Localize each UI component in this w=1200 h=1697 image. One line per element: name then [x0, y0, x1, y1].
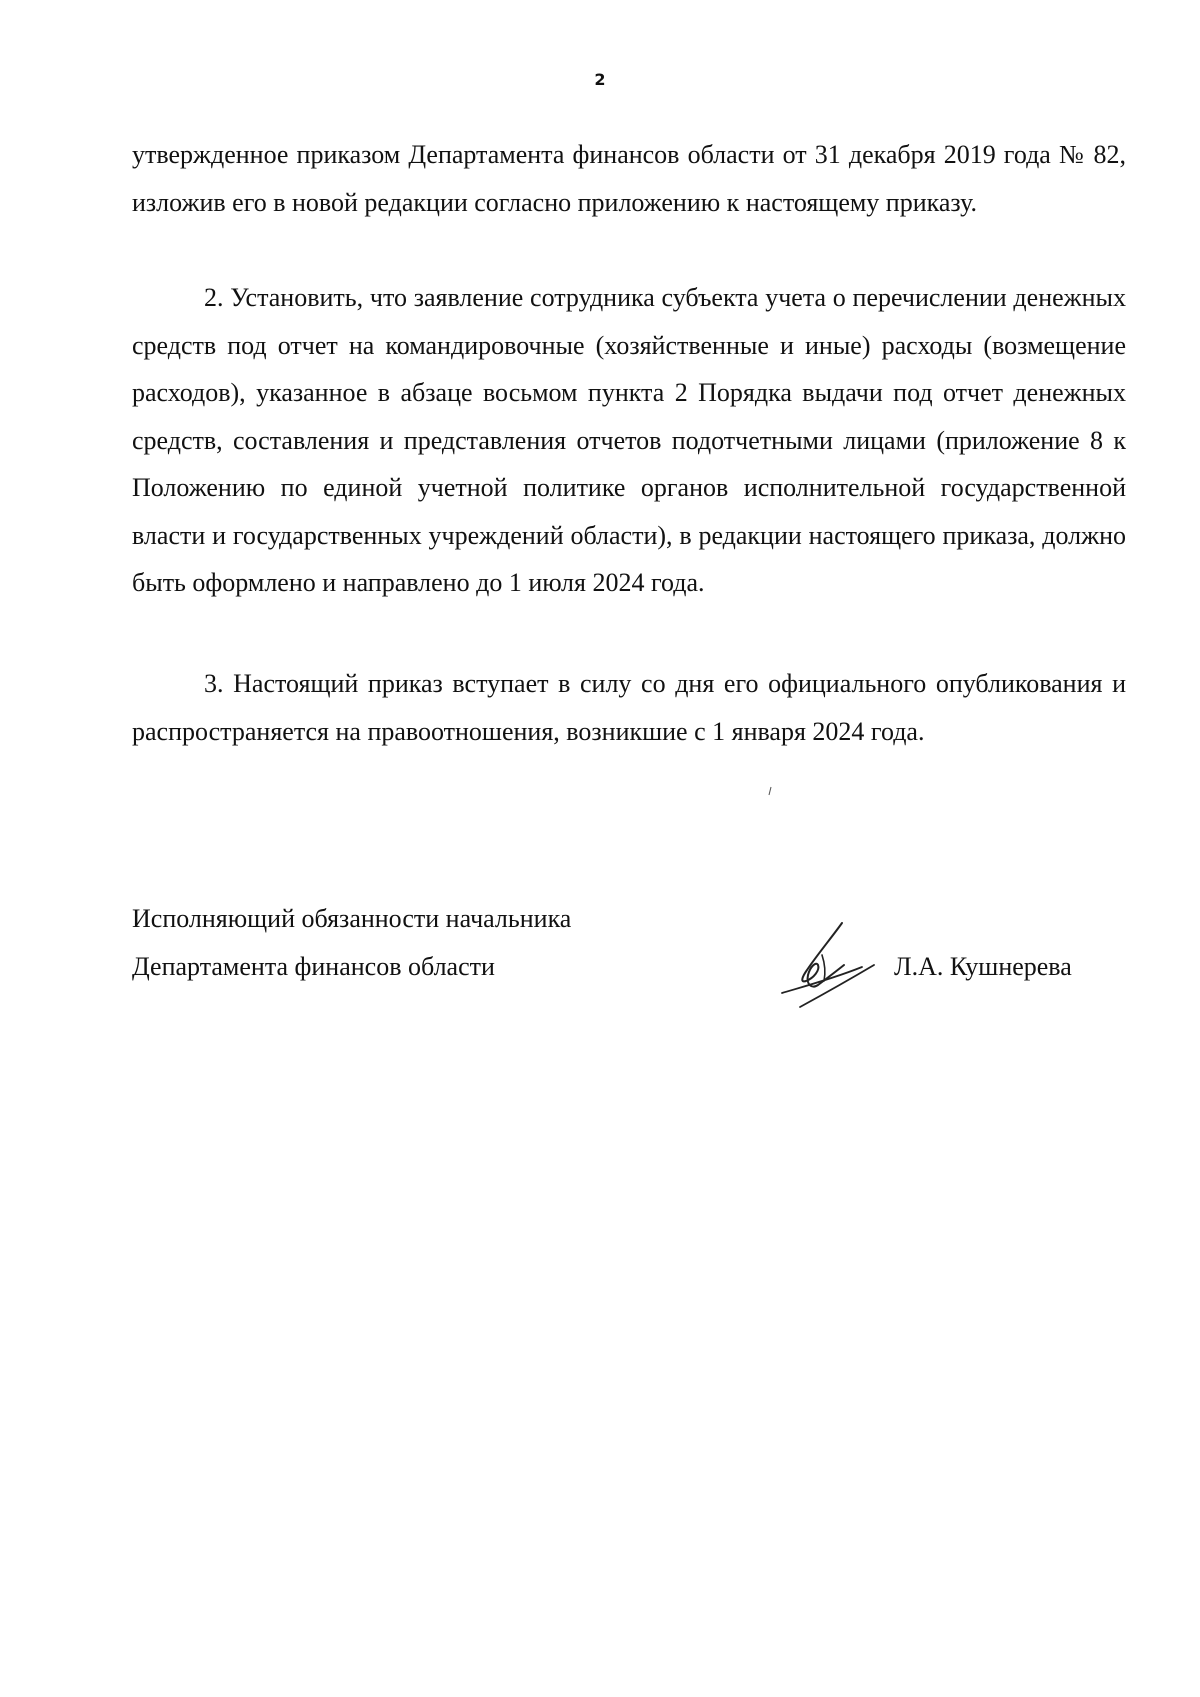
signatory-position-line-2: Департамента финансов области — [132, 951, 495, 981]
signatory-position-line-1: Исполняющий обязанности начальника — [132, 904, 572, 933]
paragraph-2-text: 2. Установить, что заявление сотрудника субъекта учета о перечислении денежных средств под отчет на командировочные (хозяйственные и иные) расходы (возмещение расходов), указанное в абзаце восьмом пункта 2 Порядка выдачи под отчет денежных средств, составления и представления отчетов подотчетными лицами (приложение 8 к Положению по единой учетной политике органов исполнительной государственной власти и государственных учреждений области), в редакции настоящего приказа, должно быть оформлено и направлено до 1 июля 2024 года. — [132, 283, 1126, 597]
paragraph-1-text: утвержденное приказом Департамента финансов области от 31 декабря 2019 года № 82, изложив его в новой редакции согласно приложению к настоящему приказу. — [132, 140, 1126, 217]
page-number: 2 — [594, 70, 606, 89]
signature-block — [132, 895, 1126, 1005]
signatory-name: Л.А. Кушнерева — [894, 951, 1072, 981]
signatory-position — [132, 895, 571, 990]
paragraph-item-3 — [132, 660, 1126, 755]
paragraph-continuation — [132, 131, 1126, 226]
paragraph-item-2 — [132, 274, 1126, 607]
paragraph-3-text: 3. Настоящий приказ вступает в силу со дня его официального опубликования и распространяется на правоотношения, возникшие с 1 января 2024 года. — [132, 669, 1126, 746]
stray-pen-mark — [768, 786, 772, 796]
handwritten-signature — [762, 915, 882, 1015]
